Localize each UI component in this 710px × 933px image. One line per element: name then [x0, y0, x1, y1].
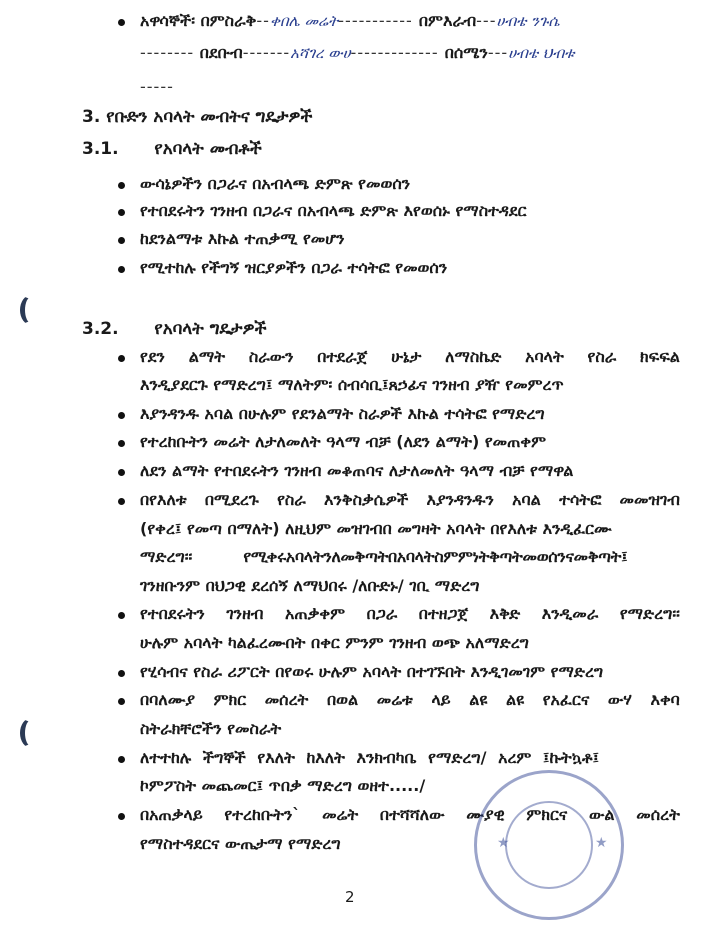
word: ውሃ: [607, 690, 632, 709]
word: መሬት: [322, 805, 359, 824]
bullet: [118, 813, 125, 820]
duty-2: እያንዳንዱ አባል በሁሉም የደንልማት ስራዎች እኩል ተሳትፎ የማድረግ: [140, 404, 545, 423]
duty-8-line-1: [140, 689, 680, 711]
west-value: ሀብቴ ንጉሴ: [496, 12, 560, 30]
word: መሰረት: [636, 805, 680, 824]
stamp-inner-ring: [505, 801, 593, 889]
right-item: የተበደሩትን ገንዘብ በጋራና በአብላጫ ድምጽ እየወሰኑ የማስተዳደር: [140, 201, 527, 220]
word: እቅድ: [489, 604, 521, 623]
word: አባላት: [525, 347, 564, 366]
bullet: [118, 237, 125, 244]
duty-6-line-1: [140, 603, 680, 625]
boundary-line-1: [140, 10, 560, 32]
duty-10-line-2: የማስተዳደርና ውጤታማ የማድረግ: [140, 834, 341, 853]
word: አጠቃቀም: [285, 604, 346, 623]
word: እያንዳንዱን: [426, 490, 494, 509]
word: በወል: [326, 690, 359, 709]
word: እቀባ: [650, 690, 680, 709]
north-label: በምስራቅ: [200, 11, 257, 30]
west-label: በምእራብ: [418, 11, 477, 30]
dash: -----------: [338, 11, 419, 30]
word: ምክርና: [526, 805, 568, 824]
subsection-3-1: [82, 138, 262, 160]
duty-3: የተረከቡትን መሬት ለታለመለት ዓላማ ብቻ (ለደን ልማት) የመጠቀም: [140, 432, 547, 451]
word: የስራ: [277, 490, 306, 509]
boundary-line-2: [140, 42, 574, 64]
word: ክፍፍል: [640, 347, 680, 366]
bullet: [118, 19, 125, 26]
word: የተበደሩትን: [140, 604, 205, 623]
word: መሬቱ: [376, 690, 413, 709]
word: መሰረት: [264, 690, 309, 709]
duty-5-line-4: ገንዘቡንም በህጋዊ ደረሰኝ ለማህበሩ /ለቡድኑ/ ገቢ ማድረግ: [140, 576, 480, 595]
word: የማድረግ፡፡: [619, 604, 680, 623]
word: አባል: [512, 490, 541, 509]
word: በተሻሻለው: [379, 805, 445, 824]
text-fragment: የሚቀሩአባላትንለመቅጣትበአባላትስምምነትቅጣትመወሰንናመቅጣት፤: [243, 547, 628, 566]
page-number: 2: [345, 888, 355, 906]
subsection-number: 3.1.: [82, 139, 119, 159]
bullet: [118, 469, 125, 476]
dash: -------: [242, 43, 291, 62]
bullet: [118, 355, 125, 362]
north-value: ቀበሌ መሬት: [269, 12, 339, 30]
word: ልዩ: [505, 690, 525, 709]
dash: -------------: [350, 43, 445, 62]
word: ልማት: [188, 347, 226, 366]
duty-4: ለደን ልማት የተበደሩትን ገንዘብ መቆጠባና ለታለመለት ዓላማ ብቻ የማዋል: [140, 461, 574, 480]
punch-hole-bottom: [20, 718, 42, 748]
trailing-dash: -----: [140, 77, 174, 96]
official-stamp: [474, 770, 624, 920]
bullet: [118, 612, 125, 619]
right-item: ውሳኔዎችን በጋራና በአብላጫ ድምጽ የመወሰን: [140, 174, 411, 193]
duty-9-line-1: ለተተከሉ ችግኞች የእለት ከእለት እንክብካቤ የማድረግ/ አረም ፤ኩትኳቶ፤: [140, 748, 600, 767]
word: በባለሙያ: [140, 690, 196, 709]
word: ሙያዊ: [466, 805, 505, 824]
duty-9-line-2: ኮምፖስት መጨመር፤ ጥበቃ ማድረግ ወዘተ...../: [140, 776, 426, 795]
word: እንዲመራ: [541, 604, 599, 623]
bullet: [118, 670, 125, 677]
word: መመዝገብ: [619, 490, 680, 509]
south-value: አሻገረ ውሀ: [290, 44, 351, 62]
bullet: [118, 756, 125, 763]
word: ሁኔታ: [391, 347, 422, 366]
word: በአጠቃላይ: [140, 805, 203, 824]
south-label: በደቡብ: [199, 43, 243, 62]
word: እንቅስቃሴዎች: [324, 490, 409, 509]
stamp-star-icon: ★: [595, 835, 608, 851]
word: የአፈርና: [542, 690, 590, 709]
dash: ---: [487, 43, 509, 62]
word: ምክር: [213, 690, 247, 709]
word: በተደራጀ: [317, 347, 368, 366]
word: በየእለቱ: [140, 490, 187, 509]
word: ላይ: [431, 690, 451, 709]
word: ገንዘብ: [226, 604, 264, 623]
duty-5-line-1: [140, 489, 680, 511]
bullet: [118, 182, 125, 189]
duty-1-line-2: እንዲያደርጉ የማድረግ፤ ማለትም፡ ሰብሳቢ፤ጸኃፊና ገንዘብ ያዥ የመምረጥ: [140, 375, 564, 394]
duty-5-line-3: [140, 546, 627, 568]
stamp-star-icon: ★: [497, 835, 510, 851]
word: ስራውን: [248, 347, 294, 366]
word: ልዩ: [469, 690, 488, 709]
word: በተዘጋጀ: [418, 604, 469, 623]
bullet: [118, 440, 125, 447]
east-label: በሰሜን: [444, 43, 488, 62]
duty-8-line-2: ስትራክቸሮችን የመስራት: [140, 719, 282, 738]
right-item: ከደንልማቱ እኩል ተጠቃሚ የመሆን: [140, 229, 345, 248]
subsection-3-2: [82, 318, 267, 340]
word: ውል: [589, 805, 615, 824]
dash: ---: [476, 11, 497, 30]
word: በሚደረጉ: [204, 490, 259, 509]
east-value: ሀብቴ ህብቱ: [508, 44, 575, 62]
subsection-number: 3.2.: [82, 319, 119, 339]
bullet: [118, 698, 125, 705]
bullet: [118, 498, 125, 505]
word: የስራ: [587, 347, 617, 366]
duty-7: የሂሳብና የስራ ሪፖርት በየወሩ ሁሉም አባላት በተገኙበት እንዲገመገም የማድረግ: [140, 662, 604, 681]
bullet: [118, 266, 125, 273]
subsection-title: የአባላት መብቶች: [154, 139, 262, 159]
punch-hole-top: [20, 295, 42, 325]
duty-1-line-1: [140, 346, 680, 368]
word: ለማስኬድ: [445, 347, 502, 366]
duty-6-line-2: ሁሉም አባላት ካልፈረሙበት በቀር ምንም ገንዘብ ወጭ አለማድረግ: [140, 633, 529, 652]
dash: --: [256, 11, 270, 30]
members-label: አዋሳኞች፡: [140, 11, 195, 30]
word: በጋራ: [366, 604, 398, 623]
dash-cont: --------: [140, 43, 195, 62]
subsection-title: የአባላት ግዴታዎች: [154, 319, 267, 339]
bullet: [118, 412, 125, 419]
duty-5-line-2: (የቀረ፤ የመጣ በማለት) ለዚህም መዝገብበ መግዛት አባላት በየእለቱ እንዲፈርሙ: [140, 519, 612, 538]
section-3-title: 3. የቡድን አባላት መብትና ግዴታዎች: [82, 107, 313, 127]
word: የተረከቡትን`: [224, 805, 301, 824]
text-fragment: ማድረግ፡፡: [140, 547, 193, 566]
word: የደን: [140, 347, 165, 366]
right-item: የሚተከሉ የችግኝ ዝርያዎችን በጋራ ተሳትፎ የመወሰን: [140, 258, 448, 277]
word: ተሳትፎ: [559, 490, 602, 509]
bullet: [118, 209, 125, 216]
